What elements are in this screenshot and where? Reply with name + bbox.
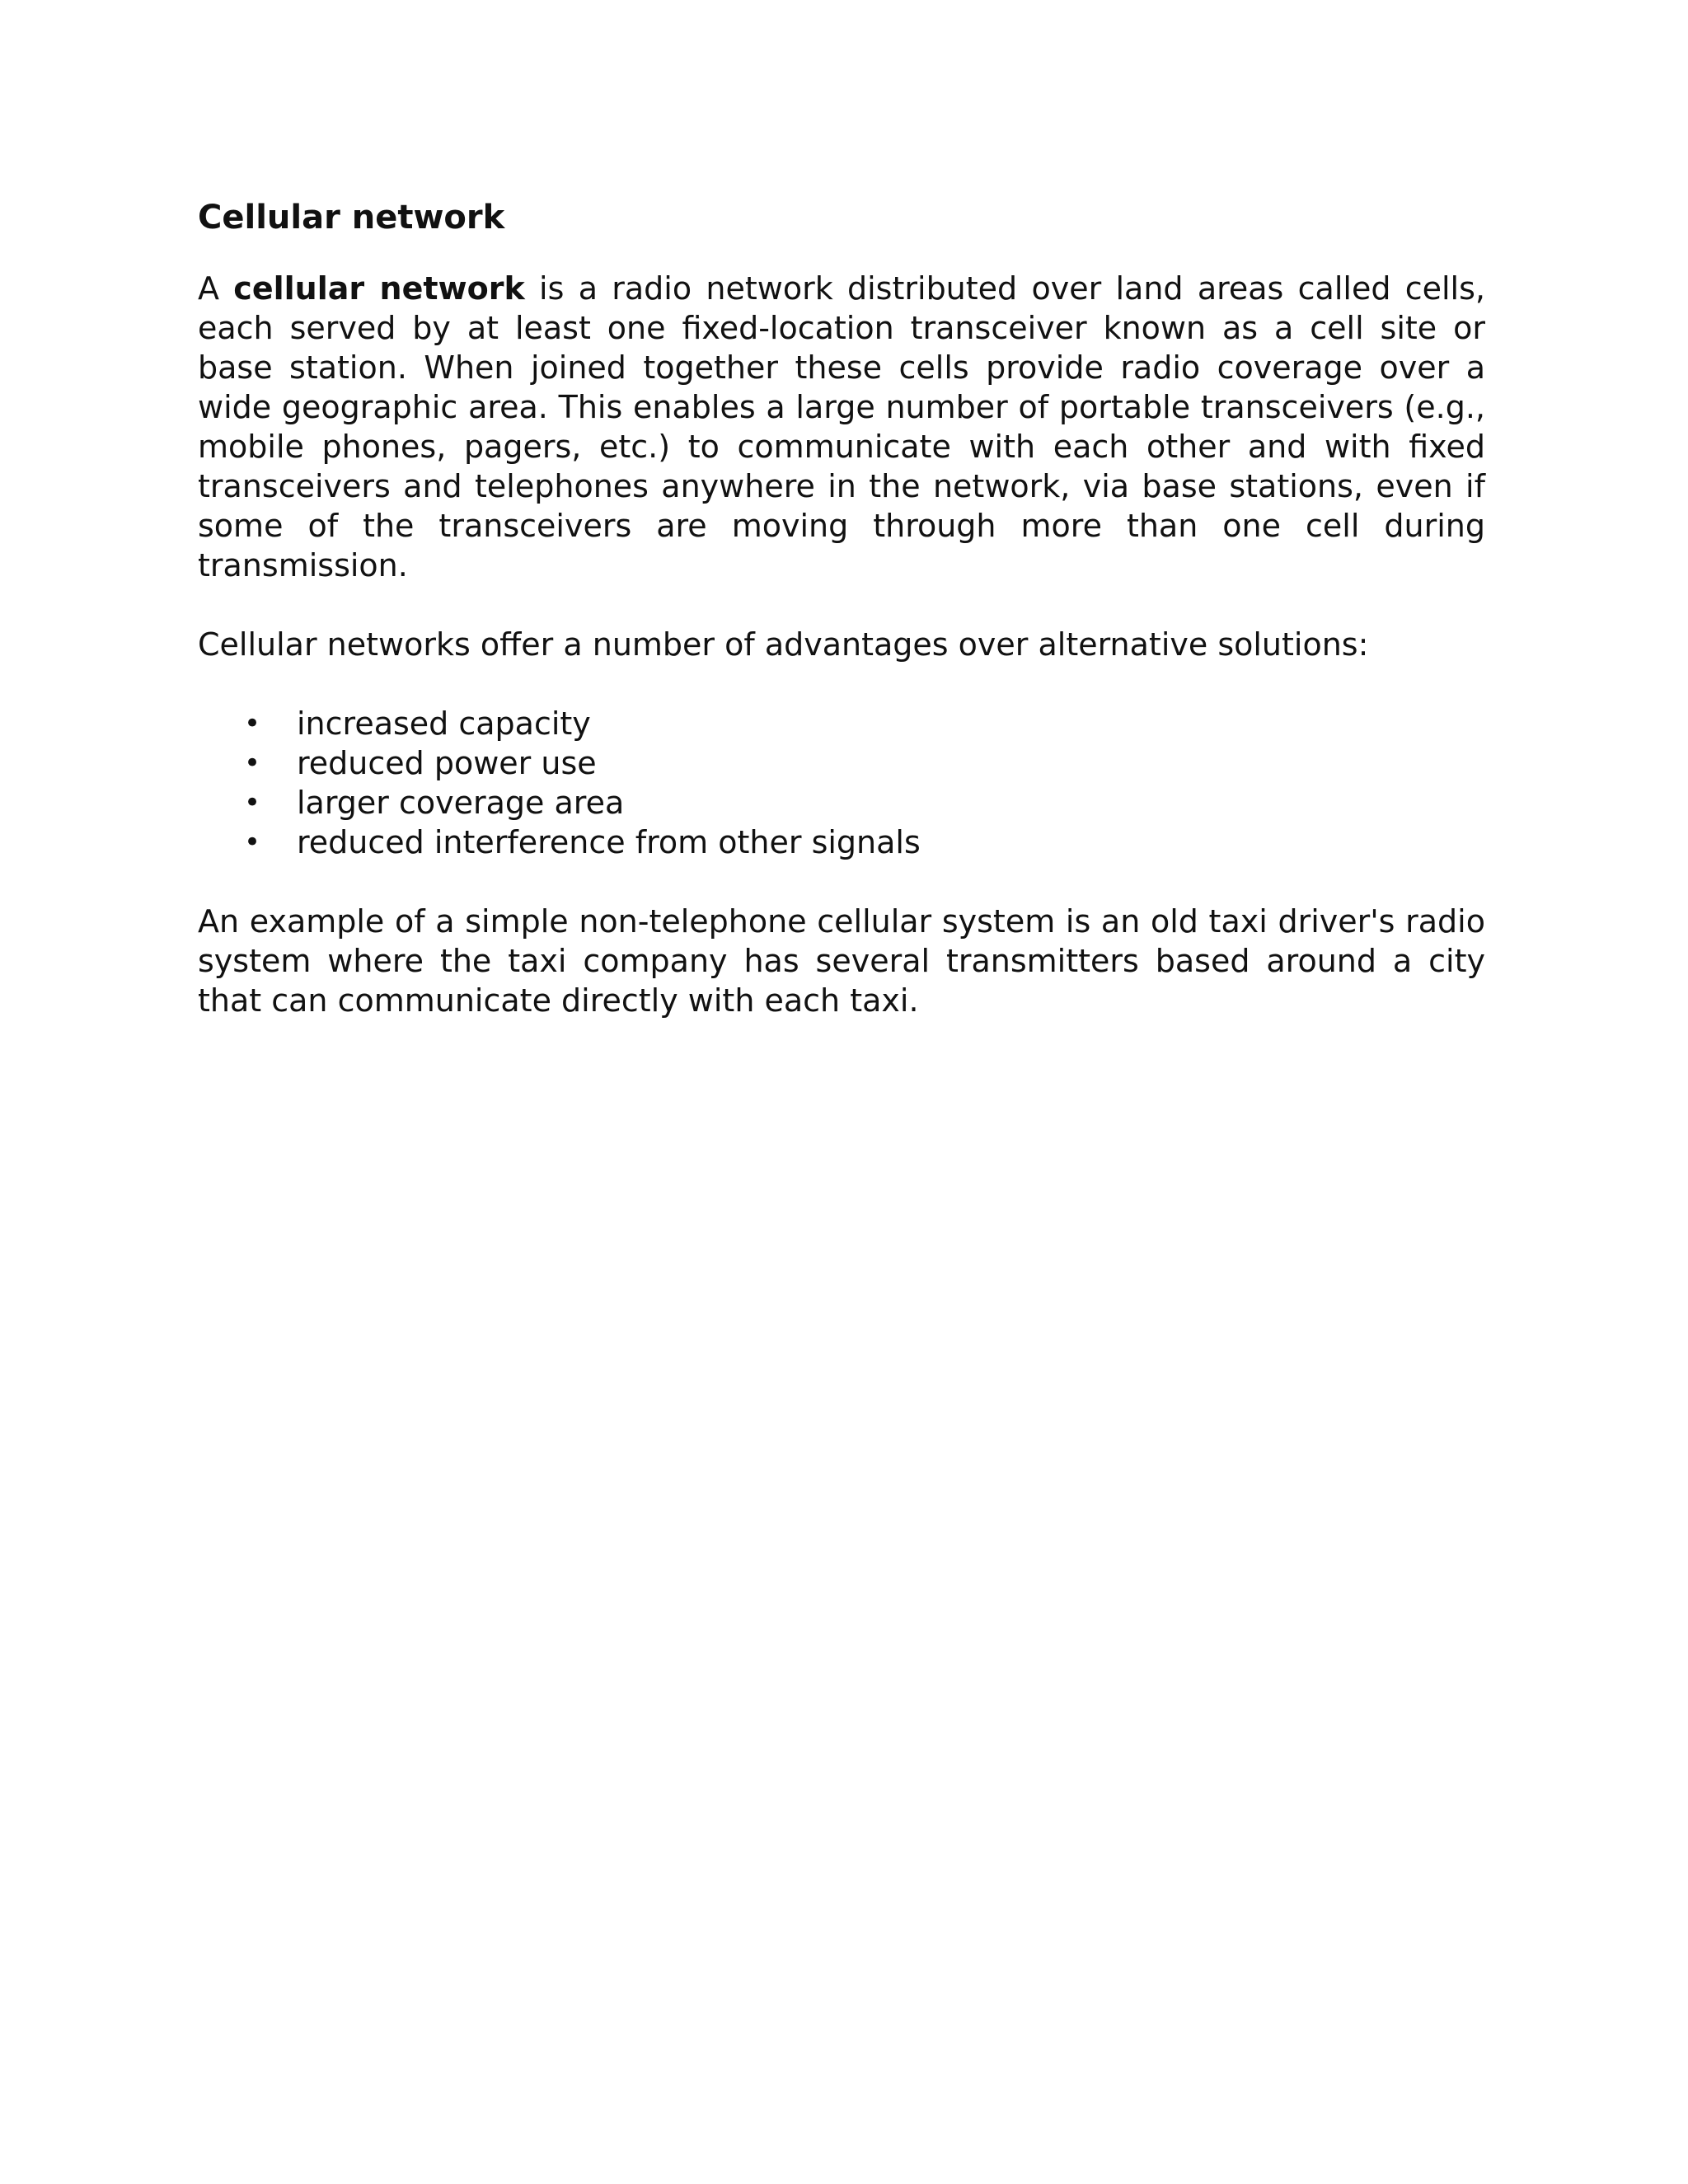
list-item [198,704,1485,743]
intro-rest: is a radio network distributed over land areas called cells, each served by at least one fixed-location transceiver known as a cell site or base station. When joined together these cells provide radio coverage over a wide geographic area. This enables a large number of portable transceivers (e.g., mobile phones, pagers, etc.) to communicate with each other and with fixed transceivers and telephones anywhere in the network, via base stations, even if some of the transceivers are moving through more than one cell during transmission. [198,270,1485,583]
document-page [198,191,1485,1020]
list-item-text: increased capacity [297,705,591,742]
list-item-text: reduced power use [297,745,597,781]
example-paragraph: An example of a simple non-telephone cellular system is an old taxi driver's radio system where the taxi company has several transmitters based around a city that can communicate directly with each taxi. [198,903,1485,1019]
bullet-icon: • [244,826,261,859]
bullet-icon: • [244,786,261,819]
document-title: Cellular network [198,199,505,237]
list-item-text: reduced interference from other signals [297,824,921,860]
bullet-icon: • [244,707,261,740]
intro-lead: A [198,270,234,307]
intro-paragraph [198,269,1485,585]
advantages-intro: Cellular networks offer a number of advantages over alternative solutions: [198,626,1369,663]
bullet-icon: • [244,747,261,780]
list-item [198,783,1485,823]
advantages-list [198,704,1485,862]
intro-term: cellular network [233,270,525,307]
list-item [198,743,1485,783]
list-item-text: larger coverage area [297,785,625,821]
list-item [198,823,1485,862]
